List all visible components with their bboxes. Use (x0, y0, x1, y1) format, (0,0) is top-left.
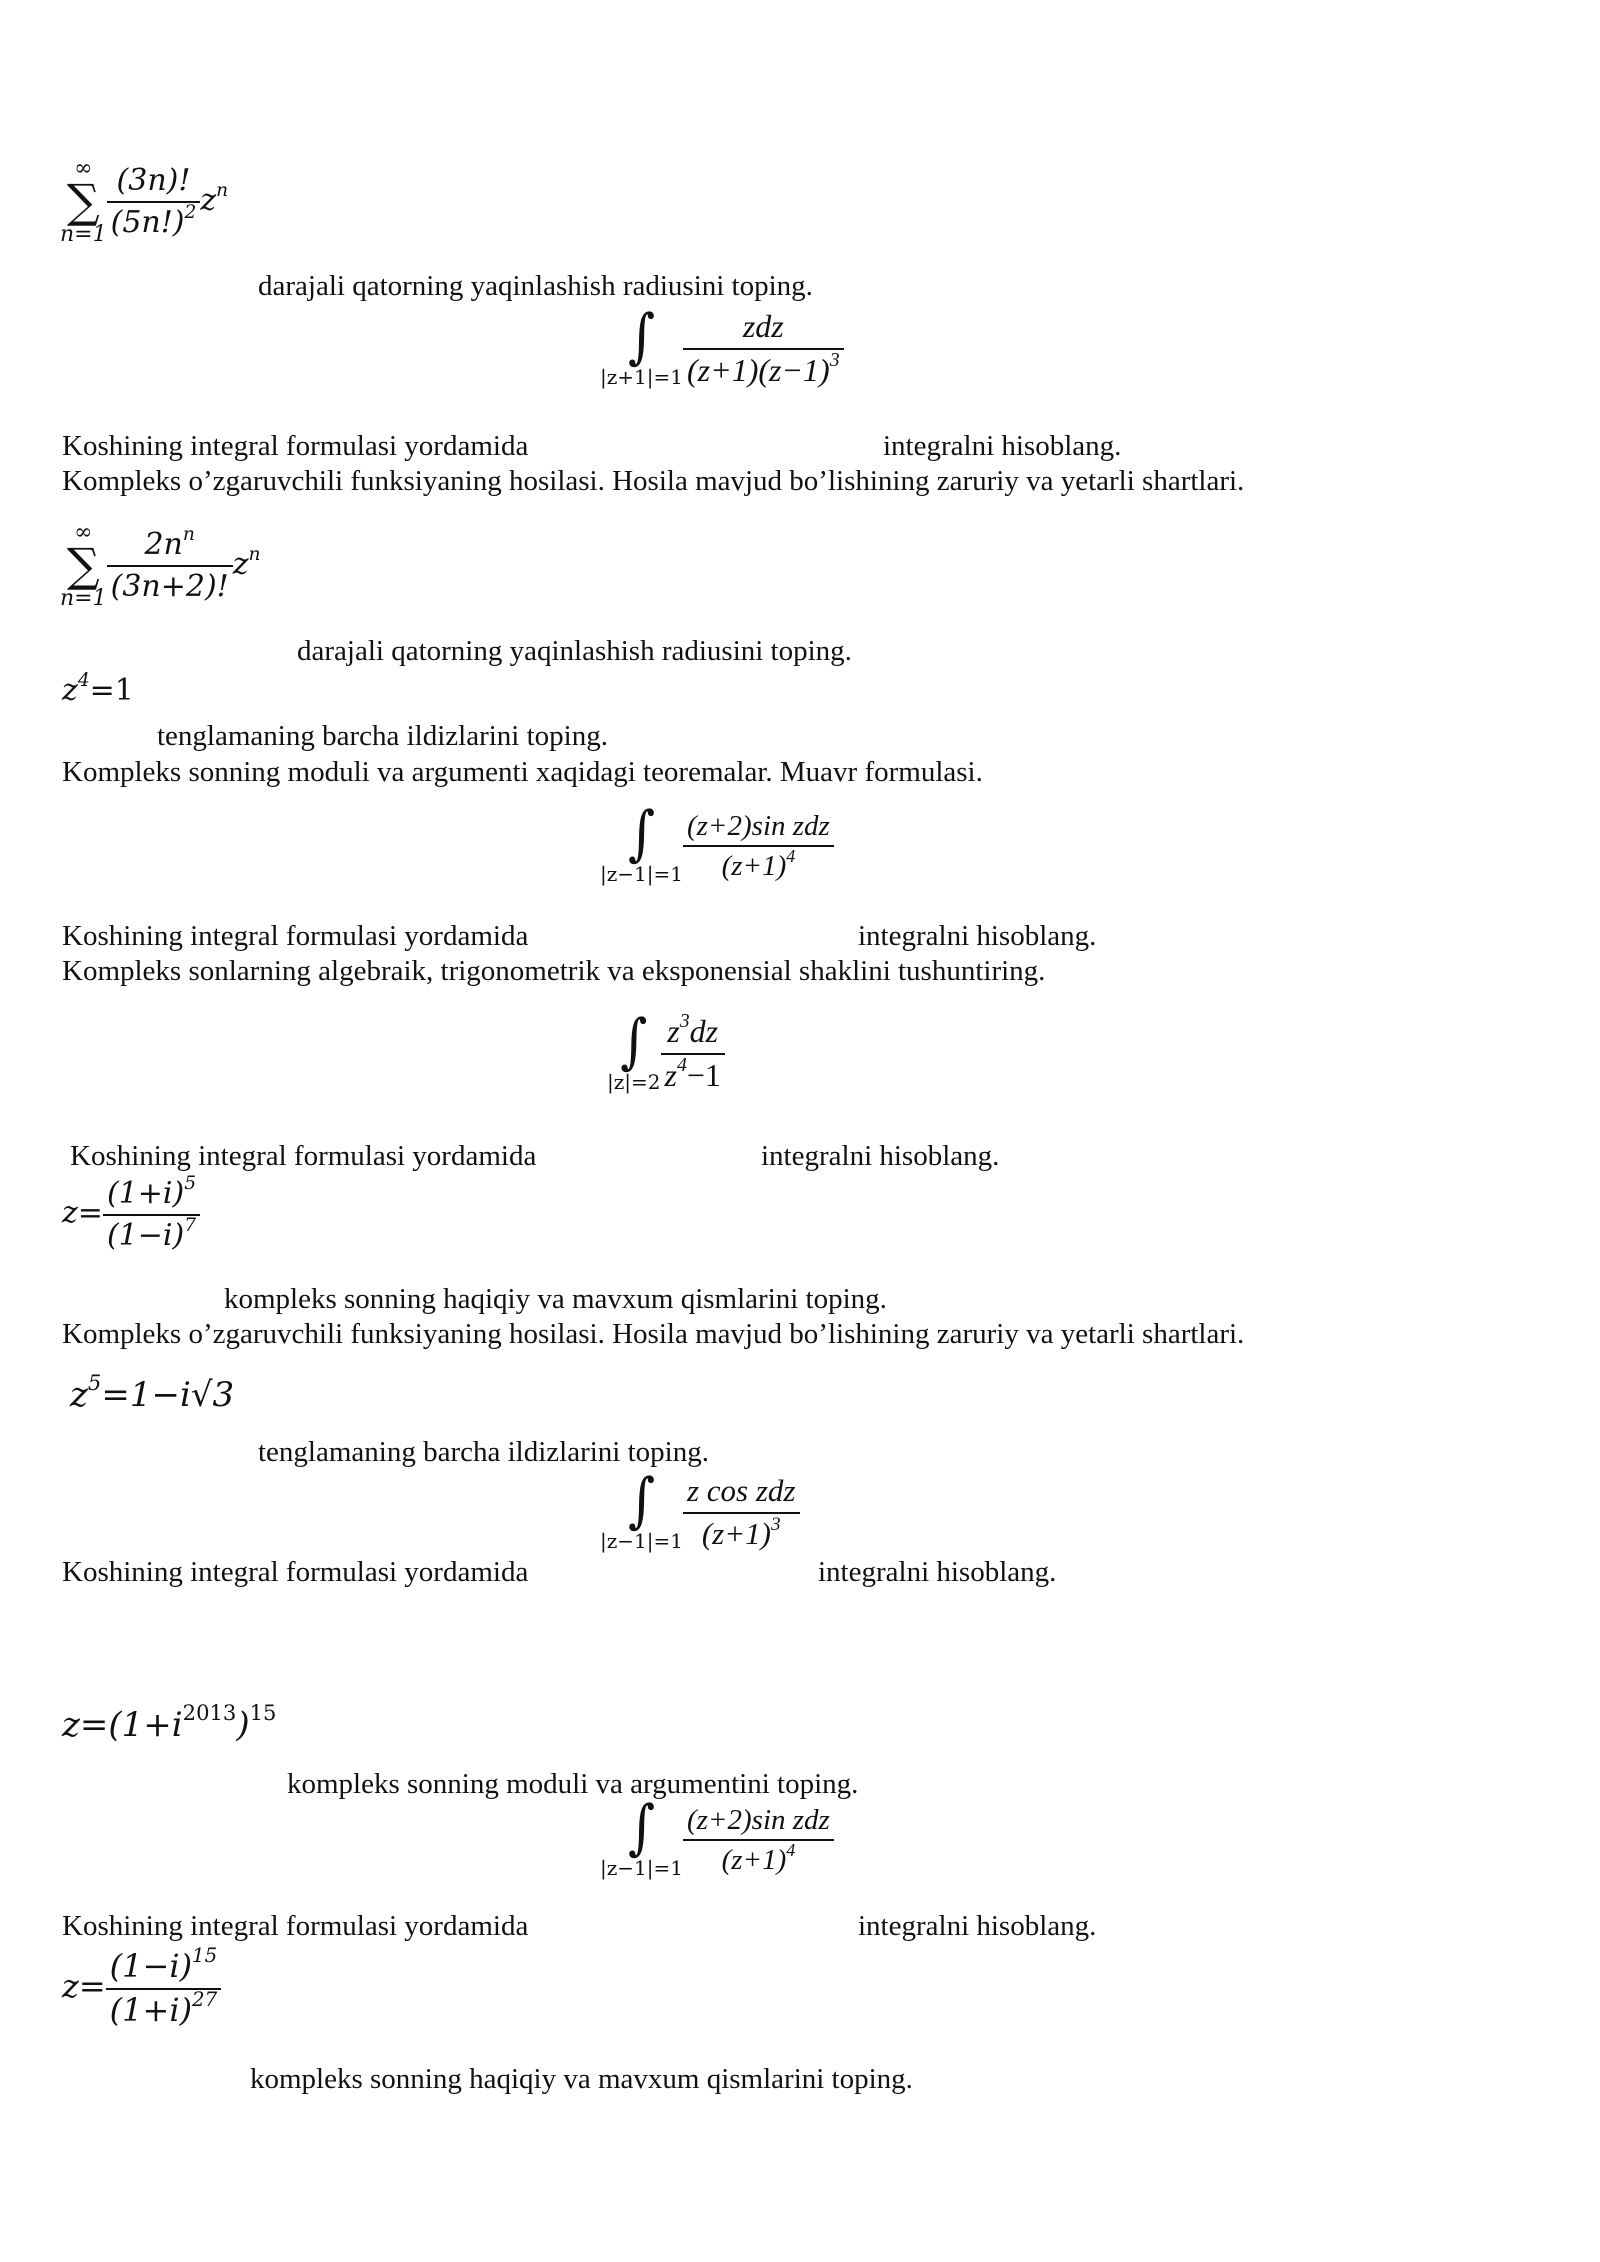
text-line: Kompleks sonlarning algebraik, trigonometrik va eksponensial shaklini tushuntiring. (62, 955, 1046, 987)
text-line: integralni hisoblang. (761, 1140, 1000, 1172)
sigma-icon: ∑ (66, 174, 100, 228)
equation-formula-1: $z^4=1$ (62, 670, 134, 708)
text-line: kompleks sonning moduli va argumentini toping. (287, 1768, 859, 1800)
text-line: Kompleks o’zgaruvchili funksiyaning hosilasi. Hosila mavjud bo’lishining zaruriy va yetarli shartlari. (62, 465, 1245, 497)
complex-number-formula-3: z= $\frac{(1-i)^{15}}{(1+i)^{27}}$ (62, 1950, 221, 2027)
text-line: Kompleks o’zgaruvchili funksiyaning hosilasi. Hosila mavjud bo’lishining zaruriy va yetarli shartlari. (62, 1318, 1245, 1350)
sum-lower-limit: n=1 (60, 221, 107, 247)
integral-formula-4 (600, 1466, 800, 1553)
series-variable: z (232, 546, 249, 582)
text-line: darajali qatorning yaqinlashish radiusini toping. (297, 635, 852, 667)
integral-icon: ∫ (627, 799, 656, 869)
sum-lower-limit: n=1 (60, 585, 107, 611)
contour-limit: |z|=2 (607, 1069, 661, 1094)
fraction-numerator: z cos zdz (686, 1473, 796, 1509)
contour-limit: |z−1|=1 (600, 1856, 683, 1880)
integral-icon: ∫ (627, 302, 656, 372)
fraction-numerator: $(1+i)^5$ (106, 1173, 197, 1211)
fraction-denominator: $(z+1)^3$ (683, 1512, 800, 1551)
integral-icon: ∫ (620, 1007, 648, 1077)
text-line: Koshining integral formulasi yordamida (70, 1140, 537, 1172)
text-line: Koshining integral formulasi yordamida (62, 1556, 529, 1588)
fraction-denominator: $(z+1)^4$ (683, 845, 834, 881)
integral-formula-1 (600, 302, 844, 389)
fraction-numerator: (z+2)sin zdz (686, 1803, 830, 1836)
contour-limit: |z+1|=1 (600, 364, 683, 389)
text-line: integralni hisoblang. (858, 920, 1097, 952)
fraction-numerator: (z+2)sin zdz (686, 809, 830, 842)
integral-formula-3 (607, 1007, 725, 1094)
text-line: integralni hisoblang. (883, 430, 1122, 462)
fraction-denominator: $z^4-1$ (661, 1053, 725, 1093)
text-line: Koshining integral formulasi yordamida (62, 1910, 529, 1942)
sigma-icon: ∑ (66, 538, 100, 592)
integral-icon: ∫ (627, 1466, 656, 1536)
text-line: integralni hisoblang. (858, 1910, 1097, 1942)
series-formula-2: ∞ ∑ n=1 $\frac{2n^n}{(3n+2)!}$ $z^n$ (60, 520, 261, 611)
fraction-numerator: $z^3dz$ (667, 1010, 719, 1049)
fraction-numerator: $2n^n$ (144, 524, 195, 563)
text-line: Kompleks sonning moduli va argumenti xaqidagi teoremalar. Muavr formulasi. (62, 756, 983, 788)
fraction-denominator: $(5n!)^2$ (107, 201, 201, 239)
text-line: kompleks sonning haqiqiy va mavxum qismlarini toping. (250, 2063, 913, 2095)
complex-number-formula-1: z= $\frac{(1+i)^5}{(1-i)^7}$ (62, 1178, 200, 1251)
fraction-denominator: $(1+i)^{27}$ (106, 1988, 222, 2028)
text-line: integralni hisoblang. (818, 1556, 1057, 1588)
fraction-numerator: $(1-i)^{15}$ (109, 1944, 218, 1985)
integral-icon: ∫ (627, 1793, 656, 1863)
complex-number-formula-2: $z=(1+i^{2013})^{15}$ (62, 1700, 277, 1745)
integral-formula-2 (600, 799, 834, 886)
text-line: kompleks sonning haqiqiy va mavxum qismlarini toping. (224, 1283, 887, 1315)
text-line: tenglamaning barcha ildizlarini toping. (258, 1436, 709, 1468)
equation-formula-2: $z^5=1-i√3$ (70, 1370, 235, 1415)
text-line: Koshining integral formulasi yordamida (62, 920, 529, 952)
sum-upper-limit: ∞ (74, 520, 93, 545)
series-formula-1: ∞ ∑ n=1 $\frac{(3n)!}{(5n!)^2}$ $z^n$ (60, 156, 229, 247)
fraction-denominator: $(z+1)(z-1)^3$ (683, 348, 844, 388)
fraction-numerator: zdz (742, 308, 784, 344)
text-line: darajali qatorning yaqinlashish radiusini toping. (258, 270, 813, 302)
fraction-numerator: (3n)! (116, 163, 191, 199)
text-line: Koshining integral formulasi yordamida (62, 430, 529, 462)
series-variable: z (200, 182, 217, 218)
fraction-denominator: $(1-i)^7$ (103, 1214, 200, 1252)
contour-limit: |z−1|=1 (600, 1529, 683, 1553)
contour-limit: |z−1|=1 (600, 862, 683, 886)
sum-upper-limit: ∞ (74, 156, 93, 181)
fraction-denominator: (3n+2)! (107, 565, 233, 603)
text-line: tenglamaning barcha ildizlarini toping. (157, 720, 608, 752)
fraction-denominator: $(z+1)^4$ (683, 1839, 834, 1875)
integral-formula-5 (600, 1793, 834, 1880)
